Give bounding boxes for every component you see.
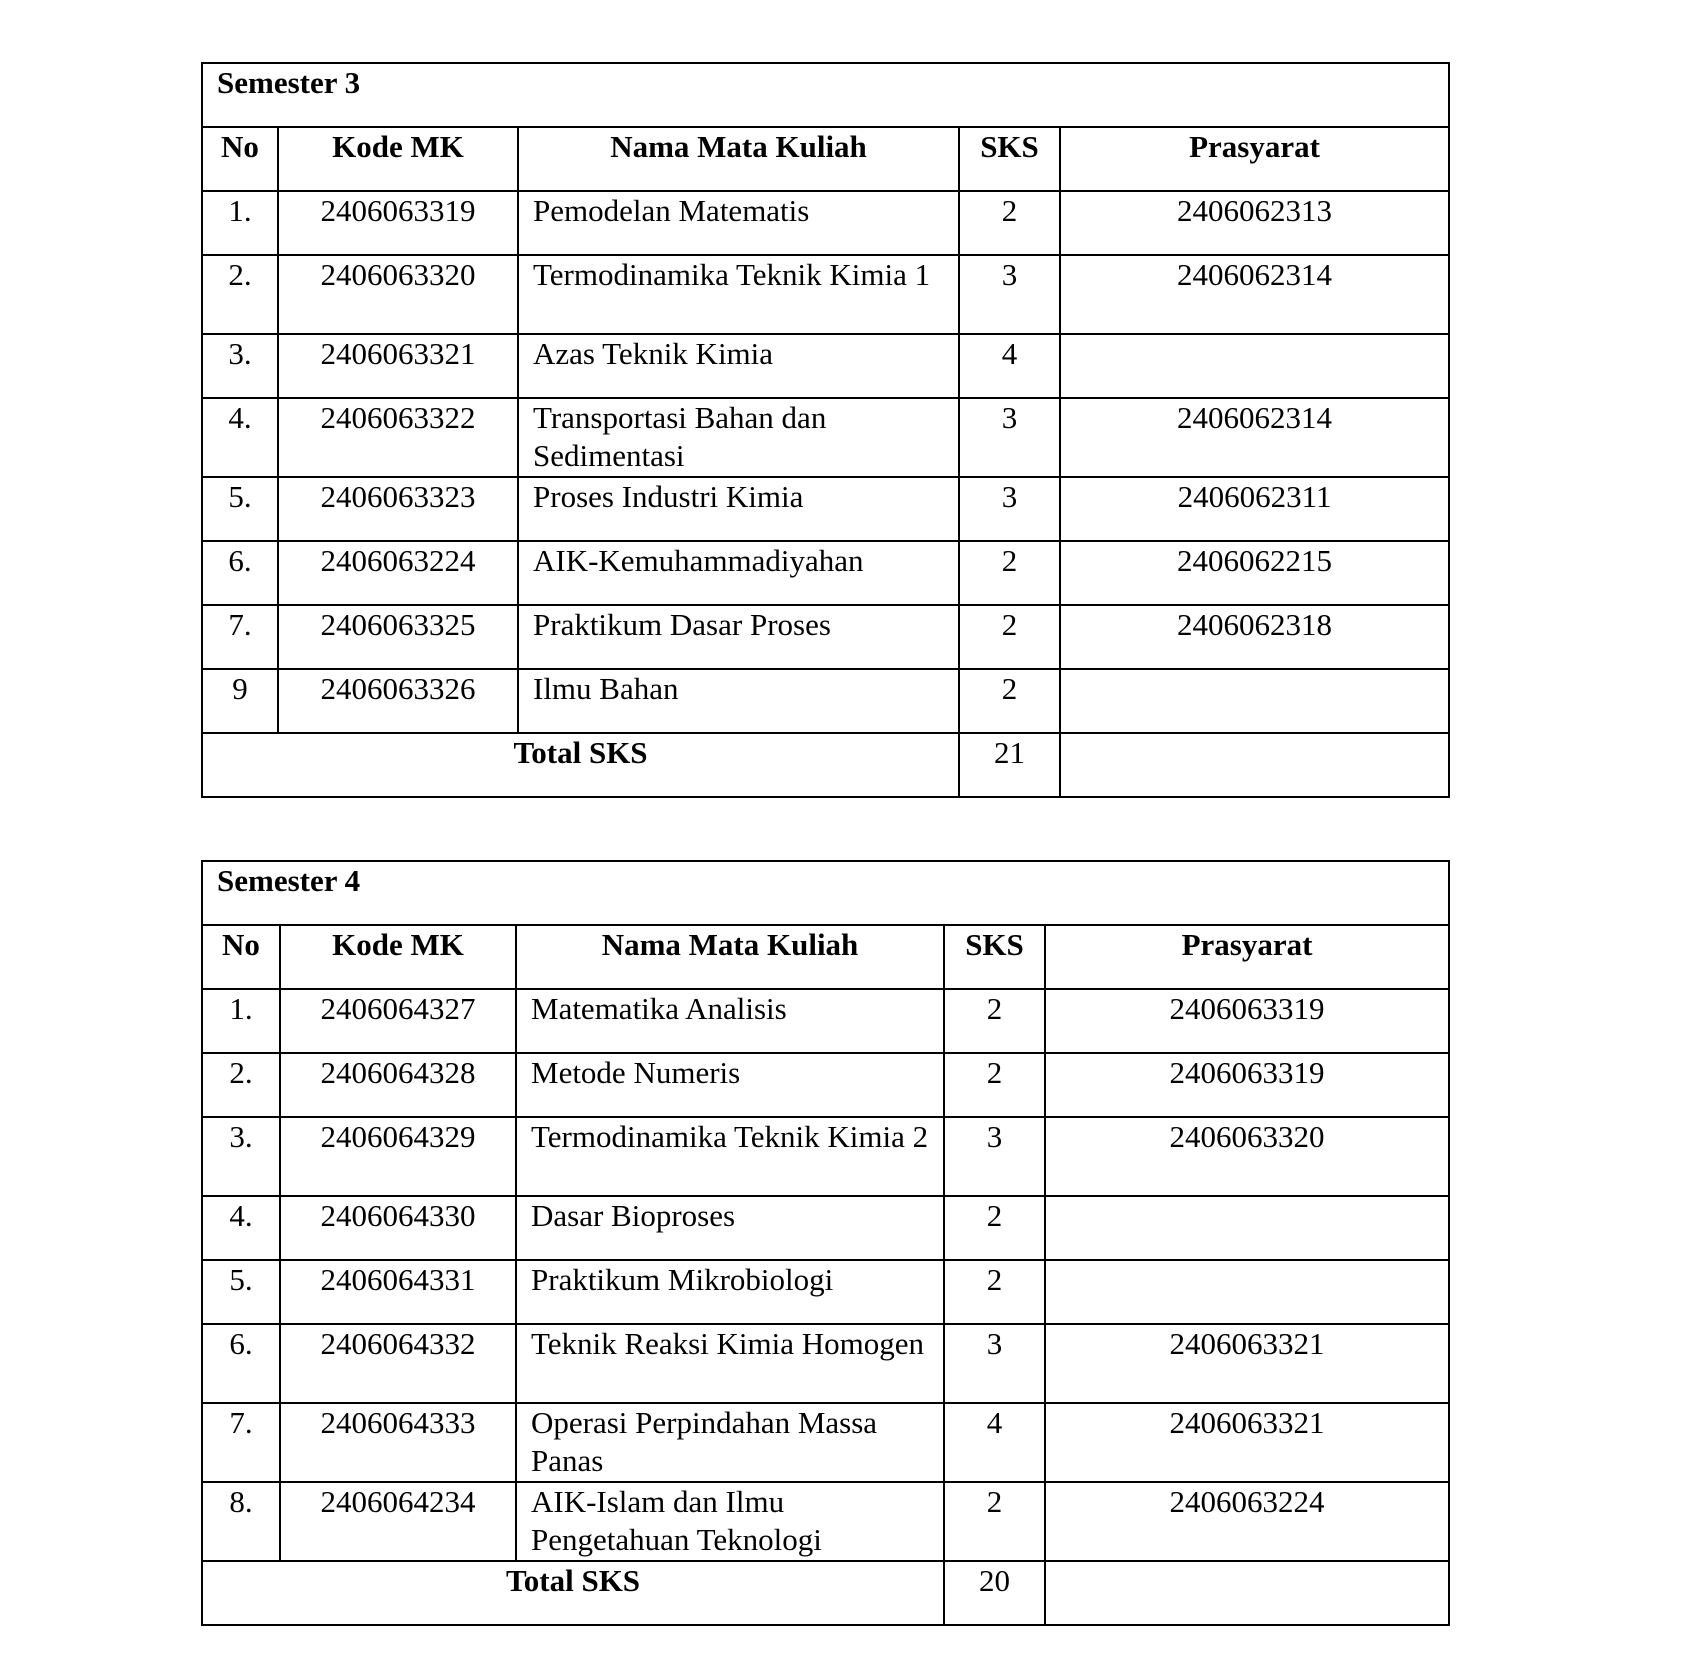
total-label: Total SKS [202, 733, 959, 797]
header-kode-mk: Kode MK [280, 925, 516, 989]
total-value: 21 [959, 733, 1060, 797]
cell-prasyarat [1045, 1260, 1449, 1324]
cell-nama: Pemodelan Matematis [518, 191, 959, 255]
total-empty-cell [1060, 733, 1449, 797]
cell-nama: Matematika Analisis [516, 989, 944, 1053]
cell-kode: 2406063325 [278, 605, 518, 669]
cell-no: 3. [202, 1117, 280, 1196]
cell-prasyarat [1060, 669, 1449, 733]
cell-kode: 2406064329 [280, 1117, 516, 1196]
cell-sks: 3 [959, 477, 1060, 541]
total-label: Total SKS [202, 1561, 944, 1625]
table-row [202, 398, 1449, 477]
cell-kode: 2406064234 [280, 1482, 516, 1561]
cell-sks: 4 [959, 334, 1060, 398]
total-empty-cell [1045, 1561, 1449, 1625]
cell-sks: 2 [944, 1482, 1045, 1561]
cell-kode: 2406063321 [278, 334, 518, 398]
semester-4-table [201, 860, 1450, 1626]
cell-sks: 2 [944, 1260, 1045, 1324]
cell-kode: 2406064332 [280, 1324, 516, 1403]
table-row [202, 1482, 1449, 1561]
cell-kode: 2406064333 [280, 1403, 516, 1482]
semester-3-table [201, 62, 1450, 798]
cell-nama: Ilmu Bahan [518, 669, 959, 733]
cell-prasyarat: 2406062313 [1060, 191, 1449, 255]
cell-prasyarat: 2406062215 [1060, 541, 1449, 605]
cell-no: 4. [202, 1196, 280, 1260]
cell-prasyarat: 2406063321 [1045, 1324, 1449, 1403]
table-row [202, 334, 1449, 398]
cell-no: 7. [202, 1403, 280, 1482]
header-prasyarat: Prasyarat [1060, 127, 1449, 191]
table-row [202, 1117, 1449, 1196]
cell-kode: 2406064331 [280, 1260, 516, 1324]
total-row [202, 733, 1449, 797]
table-title-row [202, 63, 1449, 127]
cell-sks: 3 [959, 398, 1060, 477]
cell-kode: 2406063326 [278, 669, 518, 733]
cell-no: 6. [202, 1324, 280, 1403]
header-no: No [202, 925, 280, 989]
cell-kode: 2406064330 [280, 1196, 516, 1260]
cell-prasyarat: 2406062314 [1060, 398, 1449, 477]
cell-no: 5. [202, 477, 278, 541]
cell-prasyarat: 2406063224 [1045, 1482, 1449, 1561]
cell-prasyarat: 2406062318 [1060, 605, 1449, 669]
header-row [202, 127, 1449, 191]
cell-kode: 2406063319 [278, 191, 518, 255]
cell-nama: Teknik Reaksi Kimia Homogen [516, 1324, 944, 1403]
header-kode-mk: Kode MK [278, 127, 518, 191]
total-row [202, 1561, 1449, 1625]
cell-nama: AIK-Kemuhammadiyahan [518, 541, 959, 605]
cell-no: 4. [202, 398, 278, 477]
cell-kode: 2406063322 [278, 398, 518, 477]
table-row [202, 1196, 1449, 1260]
cell-prasyarat: 2406063319 [1045, 989, 1449, 1053]
cell-kode: 2406063320 [278, 255, 518, 334]
cell-nama: Metode Numeris [516, 1053, 944, 1117]
table-row [202, 669, 1449, 733]
header-sks: SKS [944, 925, 1045, 989]
cell-prasyarat: 2406062311 [1060, 477, 1449, 541]
cell-sks: 4 [944, 1403, 1045, 1482]
header-row [202, 925, 1449, 989]
table-row [202, 255, 1449, 334]
cell-kode: 2406064328 [280, 1053, 516, 1117]
table-row [202, 541, 1449, 605]
table-row [202, 1260, 1449, 1324]
cell-kode: 2406063323 [278, 477, 518, 541]
cell-no: 3. [202, 334, 278, 398]
cell-nama: Praktikum Mikrobiologi [516, 1260, 944, 1324]
header-prasyarat: Prasyarat [1045, 925, 1449, 989]
cell-no: 1. [202, 989, 280, 1053]
semester-title: Semester 3 [202, 63, 1449, 127]
cell-no: 2. [202, 1053, 280, 1117]
table-title-row [202, 861, 1449, 925]
table-row [202, 1403, 1449, 1482]
semester-title: Semester 4 [202, 861, 1449, 925]
cell-no: 2. [202, 255, 278, 334]
cell-nama: AIK-Islam dan Ilmu Pengetahuan Teknologi [516, 1482, 944, 1561]
cell-no: 6. [202, 541, 278, 605]
cell-prasyarat [1045, 1196, 1449, 1260]
cell-no: 1. [202, 191, 278, 255]
total-value: 20 [944, 1561, 1045, 1625]
header-nama-mata-kuliah: Nama Mata Kuliah [518, 127, 959, 191]
cell-nama: Operasi Perpindahan Massa Panas [516, 1403, 944, 1482]
cell-no: 8. [202, 1482, 280, 1561]
table-row [202, 191, 1449, 255]
cell-sks: 3 [944, 1117, 1045, 1196]
header-sks: SKS [959, 127, 1060, 191]
table-row [202, 1324, 1449, 1403]
table-row [202, 605, 1449, 669]
cell-no: 7. [202, 605, 278, 669]
cell-kode: 2406063224 [278, 541, 518, 605]
cell-sks: 2 [944, 1053, 1045, 1117]
cell-sks: 3 [944, 1324, 1045, 1403]
header-no: No [202, 127, 278, 191]
cell-sks: 3 [959, 255, 1060, 334]
cell-prasyarat [1060, 334, 1449, 398]
cell-sks: 2 [944, 1196, 1045, 1260]
cell-nama: Termodinamika Teknik Kimia 2 [516, 1117, 944, 1196]
cell-prasyarat: 2406063320 [1045, 1117, 1449, 1196]
cell-nama: Termodinamika Teknik Kimia 1 [518, 255, 959, 334]
cell-nama: Transportasi Bahan dan Sedimentasi [518, 398, 959, 477]
cell-nama: Praktikum Dasar Proses [518, 605, 959, 669]
cell-nama: Azas Teknik Kimia [518, 334, 959, 398]
cell-no: 9 [202, 669, 278, 733]
cell-nama: Dasar Bioproses [516, 1196, 944, 1260]
cell-prasyarat: 2406063321 [1045, 1403, 1449, 1482]
cell-sks: 2 [959, 605, 1060, 669]
cell-prasyarat: 2406062314 [1060, 255, 1449, 334]
cell-sks: 2 [959, 191, 1060, 255]
cell-sks: 2 [959, 541, 1060, 605]
cell-sks: 2 [944, 989, 1045, 1053]
cell-prasyarat: 2406063319 [1045, 1053, 1449, 1117]
cell-no: 5. [202, 1260, 280, 1324]
cell-kode: 2406064327 [280, 989, 516, 1053]
table-row [202, 477, 1449, 541]
table-row [202, 1053, 1449, 1117]
cell-sks: 2 [959, 669, 1060, 733]
cell-nama: Proses Industri Kimia [518, 477, 959, 541]
header-nama-mata-kuliah: Nama Mata Kuliah [516, 925, 944, 989]
table-row [202, 989, 1449, 1053]
